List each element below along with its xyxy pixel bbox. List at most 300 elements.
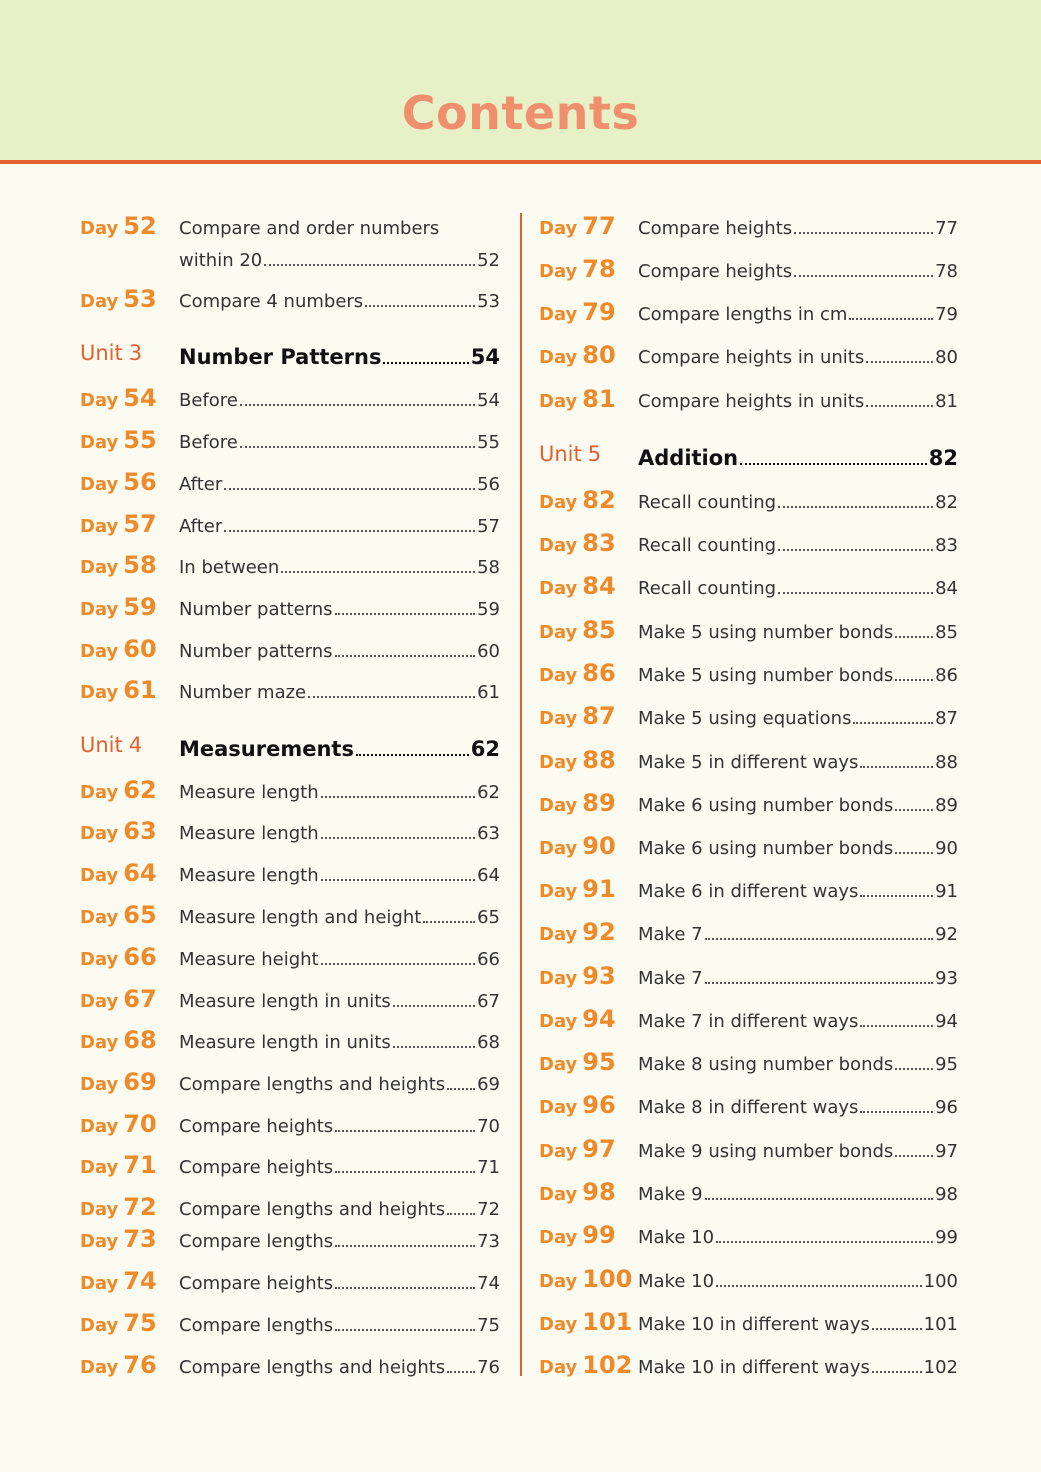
toc-entry[interactable] (179, 1116, 500, 1137)
unit-label (80, 341, 142, 365)
dot-leader (716, 1285, 922, 1287)
entry-title: In between (179, 557, 280, 578)
page-number: 68 (477, 1032, 500, 1053)
unit-title: Addition (638, 446, 739, 470)
entry-title: Make 5 in different ways (638, 752, 859, 773)
day-word: Day (80, 1074, 119, 1095)
toc-entry[interactable] (179, 865, 500, 886)
day-row (80, 1193, 500, 1227)
toc-entry[interactable] (179, 949, 500, 970)
toc-entry[interactable] (179, 250, 500, 271)
page-number: 88 (935, 752, 958, 773)
dot-leader (447, 1213, 475, 1215)
entry-title: Make 10 in different ways (638, 1314, 870, 1335)
day-number: 68 (123, 1026, 157, 1054)
day-number: 80 (582, 341, 616, 369)
unit-number: 5 (587, 442, 602, 466)
dot-leader (794, 275, 933, 277)
entry-title: within 20 (179, 250, 263, 271)
dot-leader (860, 1025, 933, 1027)
day-label (539, 212, 616, 240)
page-number: 76 (477, 1357, 500, 1378)
page-number: 54 (470, 345, 500, 369)
toc-entry[interactable] (638, 665, 958, 686)
dot-leader (365, 305, 475, 307)
day-word: Day (539, 1227, 578, 1248)
day-row (539, 385, 958, 419)
toc-entry[interactable] (179, 991, 500, 1012)
day-word: Day (539, 304, 578, 325)
day-label (539, 702, 616, 730)
day-word: Day (80, 991, 119, 1012)
day-number: 53 (123, 285, 157, 313)
day-number: 61 (123, 676, 157, 704)
dot-leader (705, 982, 934, 984)
page-number: 92 (935, 924, 958, 945)
page-number: 73 (477, 1231, 500, 1252)
day-number: 72 (123, 1193, 157, 1221)
day-number: 97 (582, 1135, 616, 1163)
day-word: Day (539, 1271, 578, 1292)
day-label (539, 962, 616, 990)
entry-title: Make 8 using number bonds (638, 1054, 894, 1075)
dot-leader (895, 1068, 933, 1070)
page-number: 77 (935, 218, 958, 239)
toc-entry[interactable] (179, 390, 500, 411)
toc-entry[interactable] (638, 1314, 958, 1335)
dot-leader (853, 722, 933, 724)
day-number: 82 (582, 486, 616, 514)
dot-leader (866, 361, 933, 363)
page-number: 55 (477, 432, 500, 453)
entry-title: Compare lengths in cm (638, 304, 848, 325)
day-row (80, 1151, 500, 1185)
toc-entry[interactable] (179, 737, 500, 761)
toc-entry[interactable] (638, 752, 958, 773)
day-row (539, 572, 958, 606)
dot-leader (895, 852, 933, 854)
entry-title: Recall counting (638, 535, 777, 556)
entry-title: After (179, 516, 223, 537)
dot-leader (447, 1371, 475, 1373)
day-row (539, 962, 958, 996)
day-row (80, 817, 500, 851)
entry-title: Number maze (179, 682, 307, 703)
day-row (539, 486, 958, 520)
unit-number: 4 (128, 733, 143, 757)
day-label (80, 1151, 157, 1179)
dot-leader (778, 549, 933, 551)
unit-word: Unit (539, 442, 582, 466)
day-number: 100 (582, 1265, 633, 1293)
day-label (539, 616, 616, 644)
day-number: 87 (582, 702, 616, 730)
toc-entry[interactable] (638, 838, 958, 859)
toc-entry[interactable] (179, 1074, 500, 1095)
day-row (80, 510, 500, 544)
page-number: 82 (935, 492, 958, 513)
page-number: 98 (935, 1184, 958, 1205)
day-word: Day (539, 1184, 578, 1205)
entry-title: Compare heights (638, 218, 793, 239)
day-word: Day (539, 1011, 578, 1032)
page-number: 57 (477, 516, 500, 537)
toc-entry[interactable] (638, 1184, 958, 1205)
day-label (80, 1026, 157, 1054)
day-number: 54 (123, 384, 157, 412)
entry-title: Measure length (179, 782, 319, 803)
day-number: 64 (123, 859, 157, 887)
day-word: Day (80, 1157, 119, 1178)
toc-entry[interactable] (179, 782, 500, 803)
toc-entry[interactable] (638, 578, 958, 599)
day-number: 98 (582, 1178, 616, 1206)
day-label (539, 659, 616, 687)
dot-leader (393, 1046, 475, 1048)
page-number: 90 (935, 838, 958, 859)
toc-entry[interactable] (638, 347, 958, 368)
dot-leader (860, 895, 933, 897)
page-number: 63 (477, 823, 500, 844)
day-number: 88 (582, 746, 616, 774)
day-number: 89 (582, 789, 616, 817)
day-row (80, 859, 500, 893)
day-row (539, 1135, 958, 1169)
page-number: 67 (477, 991, 500, 1012)
day-word: Day (539, 1357, 578, 1378)
toc-entry[interactable] (638, 446, 958, 470)
day-row (539, 1265, 958, 1299)
day-row (539, 1178, 958, 1212)
dot-leader (860, 1111, 933, 1113)
toc-entry[interactable] (179, 1199, 500, 1220)
day-label (539, 1178, 616, 1206)
page-number: 101 (923, 1314, 958, 1335)
day-row (539, 789, 958, 823)
day-word: Day (80, 1116, 119, 1137)
day-row (80, 635, 500, 669)
unit-number: 3 (128, 341, 143, 365)
day-row (539, 298, 958, 332)
day-label (539, 1135, 616, 1163)
toc-entry[interactable] (638, 708, 958, 729)
unit-row (80, 341, 500, 375)
day-row (80, 901, 500, 935)
day-word: Day (539, 838, 578, 859)
page-number: 71 (477, 1157, 500, 1178)
page-number: 75 (477, 1315, 500, 1336)
toc-entry[interactable] (638, 535, 958, 556)
toc-entry[interactable] (179, 599, 500, 620)
day-row (539, 616, 958, 650)
dot-leader (794, 232, 933, 234)
page-number: 66 (477, 949, 500, 970)
page-number: 58 (477, 557, 500, 578)
page-number: 82 (928, 446, 958, 470)
day-row (80, 384, 500, 418)
dot-leader (895, 679, 933, 681)
day-label (539, 486, 616, 514)
toc-entry[interactable] (638, 1271, 958, 1292)
day-row (80, 1309, 500, 1343)
entry-title: Compare heights (179, 1157, 334, 1178)
toc-entry[interactable] (638, 968, 958, 989)
day-row (539, 341, 958, 375)
day-row (80, 593, 500, 627)
toc-entry[interactable] (638, 1011, 958, 1032)
day-number: 52 (123, 212, 157, 240)
toc-entry[interactable] (179, 907, 500, 928)
entry-title: Compare lengths and heights (179, 1199, 446, 1220)
page-number: 85 (935, 622, 958, 643)
dot-leader (321, 963, 475, 965)
toc-entry[interactable] (179, 1315, 500, 1336)
day-word: Day (80, 1315, 119, 1336)
day-row (80, 1267, 500, 1301)
day-word: Day (539, 535, 578, 556)
day-label (539, 746, 616, 774)
day-label (80, 1309, 157, 1337)
dot-leader (872, 1371, 922, 1373)
day-label (539, 1005, 616, 1033)
dot-leader (224, 530, 475, 532)
toc-entry[interactable] (179, 291, 500, 312)
day-number: 69 (123, 1068, 157, 1096)
day-word: Day (80, 949, 119, 970)
toc-entry[interactable] (638, 795, 958, 816)
day-number: 79 (582, 298, 616, 326)
dot-leader (264, 264, 475, 266)
entry-title: Measure length in units (179, 991, 391, 1012)
entry-title: Make 10 in different ways (638, 1357, 870, 1378)
day-label (80, 985, 157, 1013)
toc-entry[interactable] (179, 345, 500, 369)
day-label (80, 635, 157, 663)
day-row (539, 832, 958, 866)
day-word: Day (80, 907, 119, 928)
day-label (539, 572, 616, 600)
page-number: 91 (935, 881, 958, 902)
day-word: Day (80, 823, 119, 844)
toc-entry[interactable] (179, 823, 500, 844)
toc-entry[interactable] (638, 1357, 958, 1378)
day-label (80, 1351, 157, 1379)
day-word: Day (539, 1054, 578, 1075)
entry-title: Make 10 (638, 1271, 715, 1292)
page-number: 89 (935, 795, 958, 816)
day-number: 75 (123, 1309, 157, 1337)
toc-entry[interactable] (638, 218, 958, 239)
day-word: Day (80, 782, 119, 803)
day-number: 84 (582, 572, 616, 600)
page-number: 59 (477, 599, 500, 620)
toc-entry[interactable] (179, 474, 500, 495)
day-label (80, 1225, 157, 1253)
day-number: 77 (582, 212, 616, 240)
day-word: Day (539, 218, 578, 239)
day-row (539, 1351, 958, 1385)
day-number: 99 (582, 1221, 616, 1249)
day-word: Day (80, 865, 119, 886)
entry-title: Make 6 using number bonds (638, 795, 894, 816)
day-row (80, 212, 500, 271)
day-word: Day (539, 1141, 578, 1162)
day-label (80, 1193, 157, 1221)
dot-leader (335, 1171, 475, 1173)
page-number: 99 (935, 1227, 958, 1248)
day-number: 90 (582, 832, 616, 860)
day-number: 70 (123, 1110, 157, 1138)
day-label (80, 510, 157, 538)
day-number: 81 (582, 385, 616, 413)
toc-entry[interactable] (638, 304, 958, 325)
page-number: 62 (470, 737, 500, 761)
page-number: 65 (477, 907, 500, 928)
toc-entry[interactable] (179, 1357, 500, 1378)
day-number: 59 (123, 593, 157, 621)
day-number: 86 (582, 659, 616, 687)
entry-title: Make 7 (638, 968, 703, 989)
page-number: 70 (477, 1116, 500, 1137)
toc-entry[interactable] (638, 1097, 958, 1118)
day-row (80, 1351, 500, 1385)
day-row (539, 659, 958, 693)
page-number: 69 (477, 1074, 500, 1095)
page-number: 78 (935, 261, 958, 282)
page-number: 72 (477, 1199, 500, 1220)
day-label (539, 529, 616, 557)
dot-leader (895, 1155, 933, 1157)
day-label (539, 341, 616, 369)
day-word: Day (80, 1199, 119, 1220)
toc-entry[interactable] (179, 1273, 500, 1294)
day-label (539, 1351, 632, 1379)
day-label (539, 385, 616, 413)
dot-leader (335, 1287, 475, 1289)
day-word: Day (539, 578, 578, 599)
day-label (80, 943, 157, 971)
page-number: 81 (935, 391, 958, 412)
unit-title: Measurements (179, 737, 354, 761)
day-word: Day (80, 516, 119, 537)
day-word: Day (539, 968, 578, 989)
toc-entry[interactable] (638, 261, 958, 282)
toc-entry[interactable] (638, 1227, 958, 1248)
day-label (80, 551, 157, 579)
page-number: 52 (477, 250, 500, 271)
day-row (539, 746, 958, 780)
dot-leader (321, 796, 475, 798)
page-number: 74 (477, 1273, 500, 1294)
entry-title: Compare lengths and heights (179, 1357, 446, 1378)
entry-title: Compare heights (179, 1273, 334, 1294)
day-row (80, 985, 500, 1019)
unit-row (539, 442, 958, 476)
dot-leader (895, 636, 933, 638)
entry-title: Make 10 (638, 1227, 715, 1248)
page-number: 80 (935, 347, 958, 368)
entry-title: Measure length (179, 823, 319, 844)
dot-leader (308, 696, 475, 698)
day-word: Day (539, 795, 578, 816)
dot-leader (240, 404, 475, 406)
unit-row (80, 733, 500, 767)
toc-entry[interactable] (638, 1054, 958, 1075)
day-word: Day (539, 391, 578, 412)
day-row (539, 1091, 958, 1125)
dot-leader (895, 809, 933, 811)
toc-entry[interactable] (179, 432, 500, 453)
day-number: 57 (123, 510, 157, 538)
day-word: Day (80, 1032, 119, 1053)
day-label (80, 676, 157, 704)
header-rule (0, 160, 1041, 164)
toc-entry[interactable] (179, 557, 500, 578)
dot-leader (335, 1245, 475, 1247)
toc-entry[interactable] (638, 1141, 958, 1162)
day-number: 96 (582, 1091, 616, 1119)
toc-entry[interactable] (638, 881, 958, 902)
entry-title: Compare heights in units (638, 391, 865, 412)
toc-entry[interactable] (179, 516, 500, 537)
toc-entry[interactable] (179, 1032, 500, 1053)
entry-title: Make 9 using number bonds (638, 1141, 894, 1162)
toc-entry[interactable] (179, 682, 500, 703)
entry-title: Recall counting (638, 578, 777, 599)
day-number: 91 (582, 875, 616, 903)
day-label (539, 1265, 632, 1293)
toc-entry[interactable] (638, 924, 958, 945)
day-row (539, 212, 958, 246)
day-label (539, 1048, 616, 1076)
entry-title: Recall counting (638, 492, 777, 513)
dot-leader (321, 879, 475, 881)
day-word: Day (539, 347, 578, 368)
dot-leader (447, 1088, 475, 1090)
toc-entry[interactable] (179, 1231, 500, 1252)
day-label (539, 1308, 632, 1336)
toc-entry[interactable] (638, 622, 958, 643)
page-number: 84 (935, 578, 958, 599)
toc-entry[interactable] (179, 1157, 500, 1178)
toc-entry[interactable] (638, 391, 958, 412)
entry-title: Make 6 using number bonds (638, 838, 894, 859)
day-number: 76 (123, 1351, 157, 1379)
day-number: 85 (582, 616, 616, 644)
day-label (80, 1110, 157, 1138)
dot-leader (335, 1329, 475, 1331)
page-title: Contents (401, 86, 640, 140)
toc-entry[interactable] (638, 492, 958, 513)
page-number: 93 (935, 968, 958, 989)
day-row (80, 943, 500, 977)
entry-title: Measure length in units (179, 1032, 391, 1053)
day-label (539, 255, 616, 283)
day-label (539, 832, 616, 860)
day-number: 67 (123, 985, 157, 1013)
day-word: Day (80, 1231, 119, 1252)
page-number: 97 (935, 1141, 958, 1162)
day-number: 65 (123, 901, 157, 929)
page-number: 86 (935, 665, 958, 686)
day-row (80, 1110, 500, 1144)
day-label (539, 1221, 616, 1249)
entry-title: Make 6 in different ways (638, 881, 859, 902)
day-word: Day (539, 622, 578, 643)
entry-title: Make 8 in different ways (638, 1097, 859, 1118)
toc-entry[interactable] (179, 641, 500, 662)
day-word: Day (80, 218, 119, 239)
